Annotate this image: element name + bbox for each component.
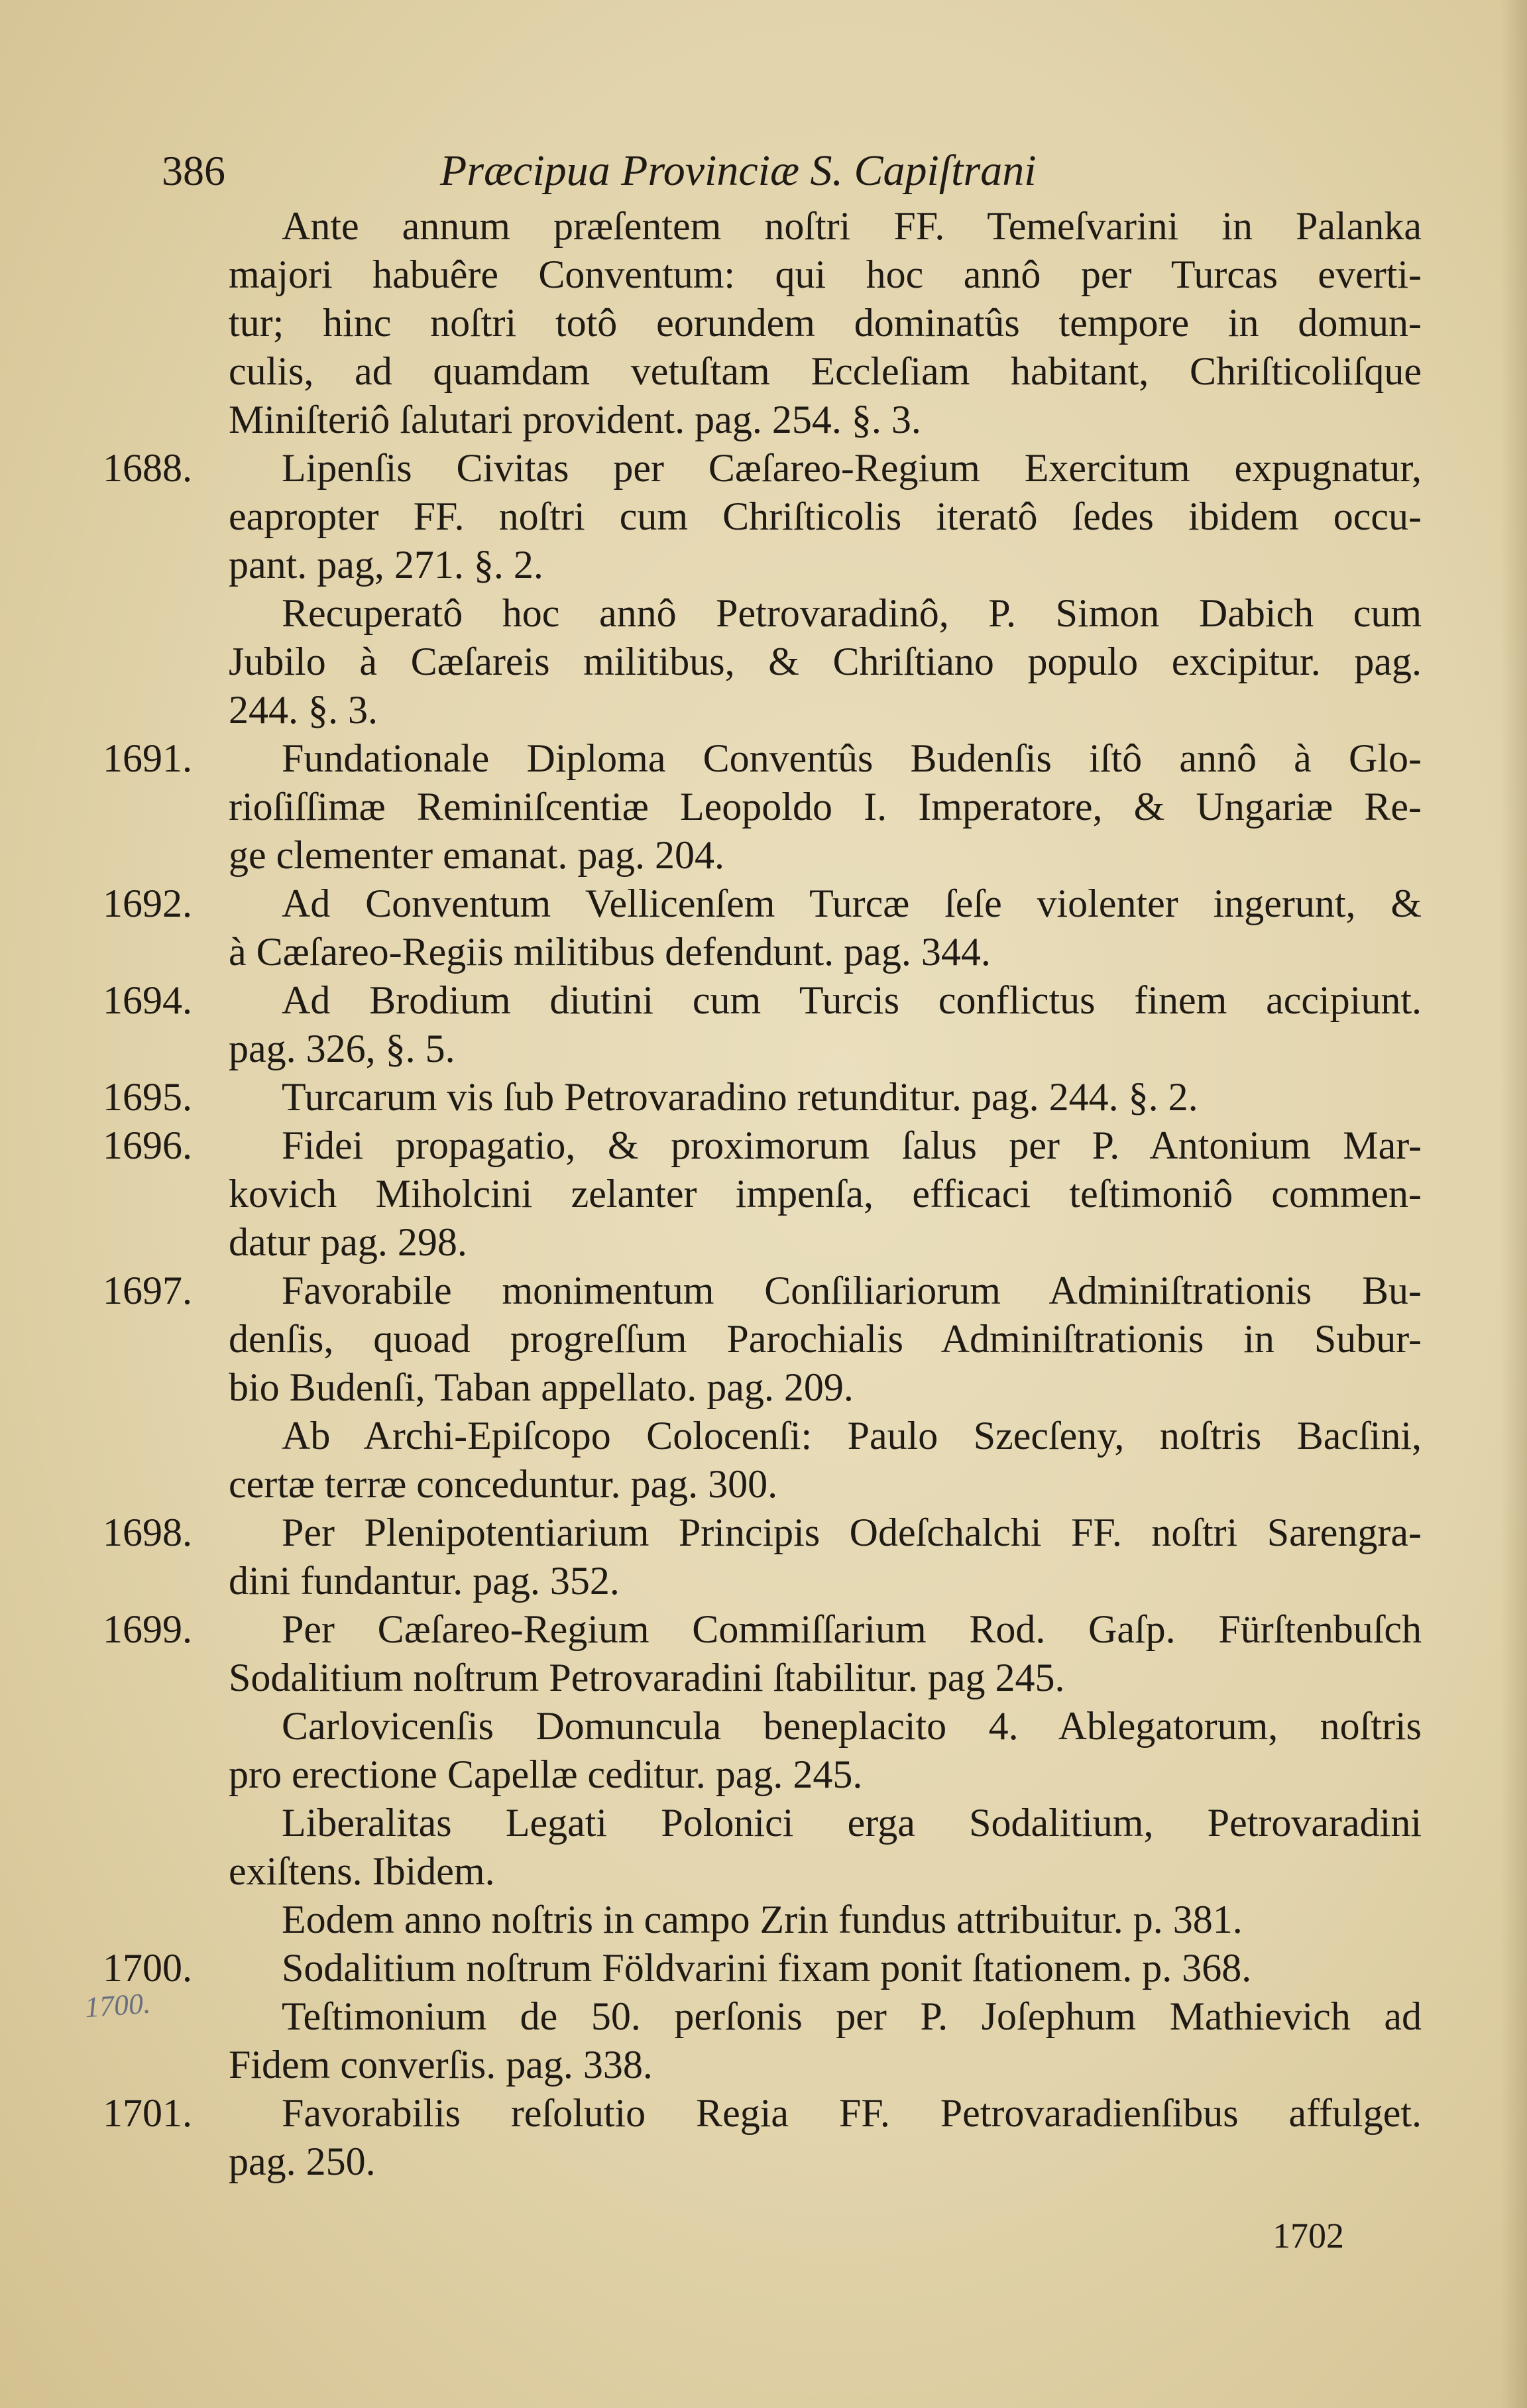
chronology-entry (103, 880, 1428, 976)
entry-line: denſis, quoad progreſſum Parochialis Adminiſtrationis in Subur- (229, 1317, 1422, 1361)
chronology-entry (103, 1509, 1428, 1605)
entry-line: Ab Archi-Epiſcopo Colocenſi: Paulo Szecſeny, noſtris Bacſini, (282, 1414, 1422, 1458)
chronology-entry (103, 1412, 1428, 1509)
entry-year: 1700. (103, 1946, 192, 1990)
entry-text (229, 734, 1422, 880)
entry-line: culis, ad quamdam vetuſtam Eccleſiam habitant, Chriſticoliſque (229, 349, 1422, 393)
entry-line: pant. pag, 271. §. 2. (229, 543, 543, 587)
entry-line: Liberalitas Legati Polonici erga Sodalitium, Petrovaradini (282, 1801, 1422, 1845)
entry-line: pag. 326, §. 5. (229, 1027, 455, 1070)
chronology-entry (103, 1267, 1428, 1412)
chronology-entry (103, 2089, 1428, 2186)
entry-line: Eodem anno noſtris in campo Zrin fundus attribuitur. p. 381. (282, 1898, 1243, 1941)
entry-line: bio Budenſi, Taban appellato. pag. 209. (229, 1365, 854, 1409)
entry-line: Lipenſis Civitas per Cæſareo-Regium Exercitum expugnatur, (282, 446, 1422, 490)
entry-year: 1699. (103, 1607, 192, 1651)
entry-line: Ad Conventum Vellicenſem Turcæ ſeſe violenter ingerunt, & (282, 882, 1422, 925)
entry-text (229, 1799, 1422, 1896)
entry-line: Teſtimonium de 50. perſonis per P. Joſephum Mathievich ad (282, 1994, 1422, 2038)
entry-line: dini fundantur. pag. 352. (229, 1559, 620, 1603)
chronology-entry (103, 1702, 1428, 1799)
chronology-entry (103, 1896, 1428, 1944)
entry-year: 1691. (103, 736, 192, 780)
entry-line: pag. 250. (229, 2140, 376, 2183)
entry-text (229, 976, 1422, 1073)
chronology-entry (103, 202, 1428, 444)
entry-year: 1698. (103, 1511, 192, 1554)
entry-line: Fidei propagatio, & proximorum ſalus per P. Antonium Mar- (282, 1123, 1422, 1167)
entry-text (229, 1992, 1422, 2089)
entry-text (229, 1073, 1422, 1121)
entry-line: kovich Miholcini zelanter impenſa, efficaci teſtimoniô commen- (229, 1172, 1422, 1216)
entry-text (229, 1605, 1422, 1702)
entry-line: tur; hinc noſtri totô eorundem dominatûs tempore in domun- (229, 301, 1422, 345)
chronology-entry (103, 1992, 1428, 2089)
entry-text (229, 1509, 1422, 1605)
entry-text (229, 2089, 1422, 2186)
page-fold-shadow (1500, 0, 1527, 2408)
entry-line: ge clementer emanat. pag. 204. (229, 833, 725, 877)
entry-text (229, 1896, 1422, 1944)
entry-year: 1688. (103, 446, 192, 490)
entry-line: exiſtens. Ibidem. (229, 1849, 495, 1893)
entry-line: Favorabilis reſolutio Regia FF. Petrovaradienſibus affulget. (282, 2091, 1422, 2135)
entry-line: Carlovicenſis Domuncula beneplacito 4. Ablegatorum, noſtris (282, 1704, 1422, 1748)
entry-line: Turcarum vis ſub Petrovaradino retunditur. pag. 244. §. 2. (282, 1075, 1198, 1119)
entry-year: 1696. (103, 1123, 192, 1167)
chronology-entry (103, 1944, 1428, 1992)
entry-line: Ad Brodium diutini cum Turcis conflictus finem accipiunt. (282, 978, 1422, 1022)
entry-line: eapropter FF. noſtri cum Chriſticolis iteratô ſedes ibidem occu- (229, 494, 1422, 538)
entry-text (229, 202, 1422, 444)
entry-line: Miniſteriô ſalutari provident. pag. 254. §. 3. (229, 398, 921, 441)
entry-line: Jubilo à Cæſareis militibus, & Chriſtiano populo excipitur. pag. (229, 640, 1422, 683)
entry-text (229, 880, 1422, 976)
entry-line: 244. §. 3. (229, 688, 378, 732)
entry-line: Fundationale Diploma Conventûs Budenſis iſtô annô à Glo- (282, 736, 1422, 780)
chronology-entry (103, 1073, 1428, 1121)
chronology-entry (103, 976, 1428, 1073)
entry-line: rioſiſſimæ Reminiſcentiæ Leopoldo I. Imperatore, & Ungariæ Re- (229, 785, 1422, 829)
chronology-list (103, 202, 1428, 2186)
handwritten-margin-note: 1700. (84, 1986, 152, 2024)
page-header (162, 144, 1421, 198)
running-title: Præcipua Provinciæ S. Capiſtrani (440, 146, 1037, 195)
chronology-entry (103, 589, 1428, 734)
entry-text (229, 1121, 1422, 1267)
entry-text (229, 1944, 1422, 1992)
entry-text (229, 1267, 1422, 1412)
entry-text (229, 1412, 1422, 1509)
entry-line: Per Cæſareo-Regium Commiſſarium Rod. Gaſp. Fürſtenbuſch (282, 1607, 1422, 1651)
entry-text (229, 589, 1422, 734)
entry-line: Fidem converſis. pag. 338. (229, 2043, 653, 2087)
entry-line: Recuperatô hoc annô Petrovaradinô, P. Simon Dabich cum (282, 591, 1422, 635)
entry-year: 1695. (103, 1075, 192, 1119)
chronology-entry (103, 1799, 1428, 1896)
entry-line: certæ terræ conceduntur. pag. 300. (229, 1462, 778, 1506)
chronology-entry (103, 1121, 1428, 1267)
entry-line: pro erectione Capellæ ceditur. pag. 245. (229, 1752, 863, 1796)
entry-line: Sodalitium noſtrum Petrovaradini ſtabilitur. pag 245. (229, 1656, 1065, 1699)
entry-year: 1692. (103, 882, 192, 925)
chronology-entry (103, 444, 1428, 589)
catchword: 1702 (1272, 2216, 1344, 2256)
entry-text (229, 1702, 1422, 1799)
entry-line: majori habuêre Conventum: qui hoc annô per Turcas everti- (229, 253, 1422, 296)
entry-text (229, 444, 1422, 589)
entry-line: datur pag. 298. (229, 1220, 467, 1264)
entry-year: 1697. (103, 1269, 192, 1312)
entry-line: Favorabile monimentum Conſiliariorum Adminiſtrationis Bu- (282, 1269, 1422, 1312)
chronology-entry (103, 734, 1428, 880)
entry-year: 1694. (103, 978, 192, 1022)
entry-line: Per Plenipotentiarium Principis Odeſchalchi FF. noſtri Sarengra- (282, 1511, 1422, 1554)
entry-year: 1701. (103, 2091, 192, 2135)
entry-line: Sodalitium noſtrum Földvarini fixam ponit ſtationem. p. 368. (282, 1946, 1252, 1990)
chronology-entry (103, 1605, 1428, 1702)
page-number: 386 (162, 147, 225, 194)
entry-line: à Cæſareo-Regiis militibus defendunt. pag. 344. (229, 930, 991, 974)
entry-line: Ante annum præſentem noſtri FF. Temeſvarini in Palanka (282, 204, 1422, 248)
